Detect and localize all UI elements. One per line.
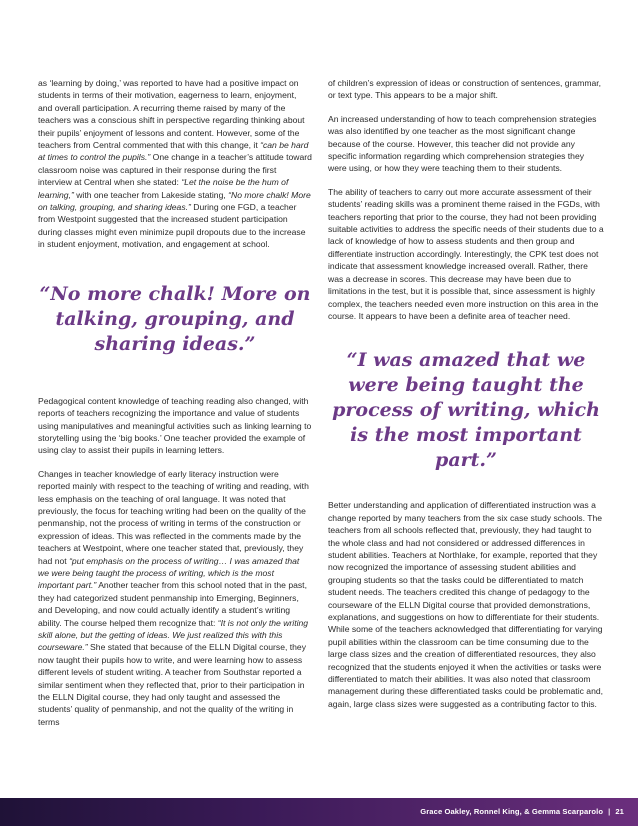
body-paragraph xyxy=(38,468,312,729)
footer-separator: | xyxy=(608,807,611,816)
footer-text xyxy=(420,807,624,816)
body-paragraph: of children’s expression of ideas or construction of sentences, grammar, or text type. This appears to be a major shift. xyxy=(328,78,602,101)
pull-quote: “No more chalk! More on talking, grouping, and sharing ideas.” xyxy=(39,282,311,355)
text-run: as ‘learning by doing,’ was reported to have had a positive impact on students in terms of their motivation, eagerness to learn, enjoyment, and overall participation. A recurring theme raised by many of the teachers was a conscious shift in perspective regarding thinking about their pupils’ enjoyment of lessons and content. However, some of the teachers from Central commented that with this change, it xyxy=(38,78,305,151)
text-run: with one teacher from Lakeside stating, xyxy=(73,189,229,200)
body-paragraph: An increased understanding of how to teach comprehension strategies was also identified by one teacher as the most significant change because of the course. However, this teacher did not provide any specific information regarding which comprehension strategies they were using, or how they were teaching them to their students. xyxy=(328,113,597,174)
text-run: During one FGD, a teacher from Westpoint suggested that the increased student participation during classes might even minimize pupil dropouts due to the increase in student enjoyment, motivation, and engagement at school. xyxy=(38,202,306,250)
footer-authors: Grace Oakley, Ronnel King, & Gemma Scarparolo xyxy=(420,807,604,816)
text-run: One change in a teacher’s attitude toward classroom noise was captured in their response during the first interview at Central when she stated: xyxy=(38,152,312,188)
inline-quote: “No more chalk! More on talking, grouping, and sharing ideas.” xyxy=(38,189,311,213)
inline-quote: “can be hard at times to control the pupils.” xyxy=(38,140,309,163)
page-number: 21 xyxy=(615,807,624,816)
text-run: Changes in teacher knowledge of early literacy instruction were reported mainly with respect to the teaching of writing and reading, with less emphasis on the teaching of oral language. It was noted that previously, the focus for teaching writing had been on the quality of the penmanship, not the process of writing in terms of the construction or expression of ideas. This was reflected in the comments made by the teachers at Westpoint, where one teacher stated that, previously, they had not xyxy=(38,468,309,566)
inline-quote: “Let the noise be the hum of learning,” xyxy=(38,177,289,200)
body-paragraph xyxy=(38,77,312,251)
text-run: Another teacher from this school noted that in the past, they had categorized student penmanship into Emerging, Beginners, and Developing, and now could actually identify a student’s writing ability. The course helped them recognize that: xyxy=(38,580,307,628)
body-paragraph: Better understanding and application of differentiated instruction was a change reported by many teachers from the six case study schools. The teachers from all schools reflected that, previously, they had taught to the whole class and had not considered or addressed differences in student abilities. Teachers at Northlake, for example, reported that they now recognized the importance of assessing student abilities and grouping students so that the tasks could be differentiated to match student needs. The teachers credited this change of pedagogy to the courseware of the ELLN Digital course that provided demonstrations, explanations, and suggestions on how to differentiate for their students. While some of the teachers acknowledged that differentiating for varying pupil abilities within the classroom can be time consuming due to the large class sizes and the creation of differentiated resources, they also recognized that the students enjoyed it when the activities or tasks were differentiated to match their abilities. It was also noted that classroom management during these differentiated tasks could be problematic and, again, large class sizes were suggested as a contributing factor to this. xyxy=(328,500,604,709)
right-column xyxy=(328,77,604,721)
body-paragraph: Pedagogical content knowledge of teaching reading also changed, with reports of teachers recognizing the importance and value of students using manipulatives and meaningful activities such as linking learning to storytelling using the ‘big books.’ One teacher provided the example of using clay to assist their pupils in learning letters. xyxy=(38,395,312,456)
footer-bar xyxy=(0,798,638,826)
inline-quote: “put emphasis on the process of writing… I was amazed that we were being taught the process of writing, which is the most important part.” xyxy=(38,555,300,591)
text-run: She stated that because of the ELLN Digital course, they now taught their pupils how to write, and were learning how to assess different levels of student writing. A teacher from Southstar reported a similar sentiment when they reflected that, prior to their participation in the ELLN Digital course, they had only taught and assessed the students’ quality of penmanship, and not the quality of the writing in terms xyxy=(38,642,306,727)
left-column xyxy=(38,77,312,739)
inline-quote: “It is not only the writing skill alone, but the getting of ideas. We just realized this with this courseware.” xyxy=(38,617,309,653)
pull-quote: “I was amazed that we were being taught the process of writing, which is the most important part.” xyxy=(332,349,600,472)
body-paragraph: The ability of teachers to carry out more accurate assessment of their students’ reading skills was a prominent theme raised in the FGDs, with teachers reporting that prior to the course, they had not been providing suitable activities to address the specific needs of their students due to a lack of knowledge of how to assess students and then group and differentiate instruction accordingly. Interestingly, the CPK test does not indicate that assessment knowledge increased overall. Rather, there was a decrease in scores. This decrease may have been due to limitations in the test, but it is possible that, since assessment is highly complex, the teachers needed even more instruction on this area in the course. It appears to have been a definite area of teacher need. xyxy=(328,186,604,321)
